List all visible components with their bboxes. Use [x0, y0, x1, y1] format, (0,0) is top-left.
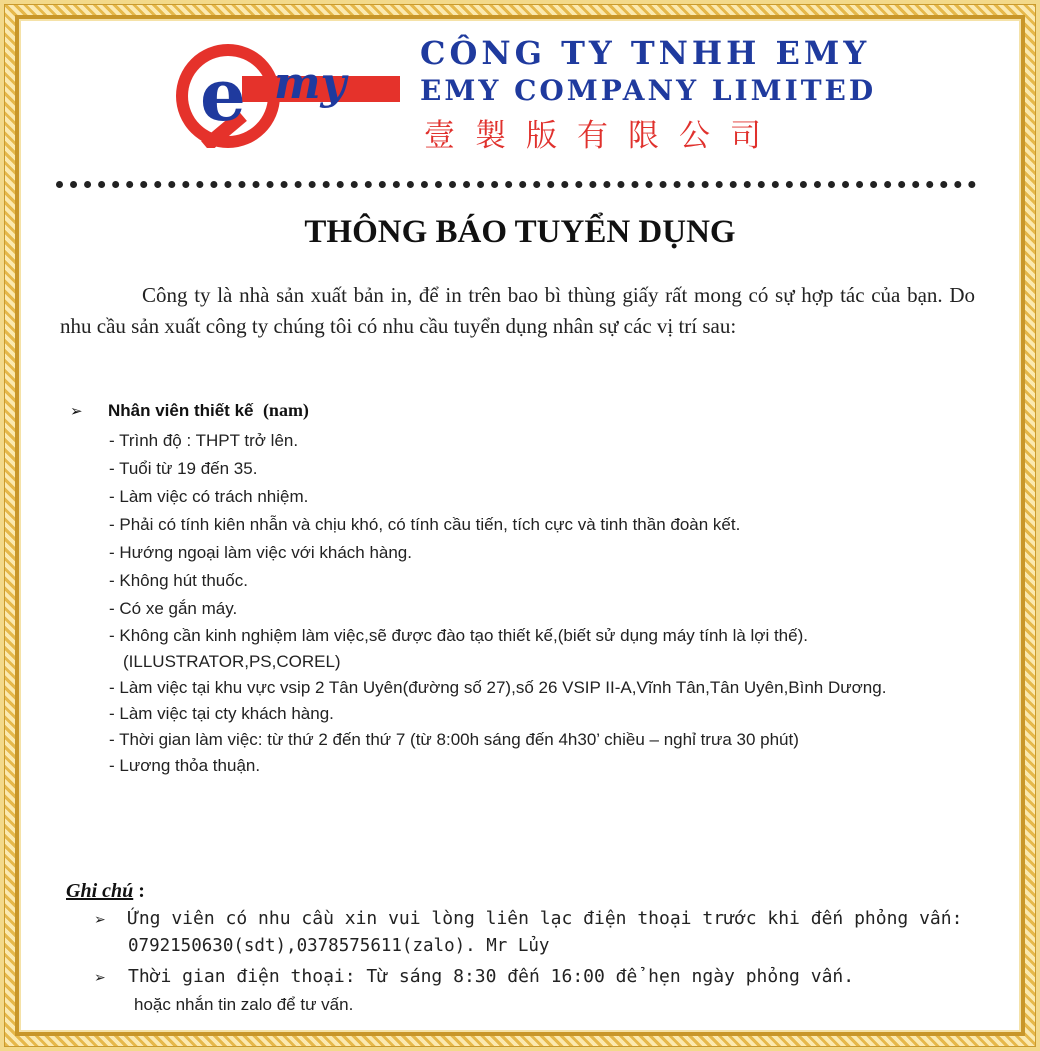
company-name-vn: CÔNG TY TNHH EMY	[420, 34, 871, 72]
requirement-item: - Không cần kinh nghiệm làm việc,sẽ được đào tạo thiết kế,(biết sử dụng máy tính là lợi thế).	[109, 626, 808, 645]
requirement-item: - Phải có tính kiên nhẫn và chịu khó, có tính cầu tiến, tích cực và tinh thần đoàn kết.	[109, 515, 741, 534]
logo-letters-my: my	[274, 58, 347, 109]
requirement-item: - Không hút thuốc.	[109, 571, 248, 590]
arrow-bullet-icon: ➢	[94, 912, 106, 928]
arrow-bullet-icon: ➢	[94, 970, 106, 986]
note-item-call-time	[94, 966, 854, 987]
company-name-cn: 壹製版有限公司	[424, 118, 781, 154]
requirement-item: - Thời gian làm việc: từ thứ 2 đến thứ 7 (từ 8:00h sáng đến 4h30’ chiều – nghỉ trưa 30 phút)	[109, 730, 799, 749]
requirement-item: - Lương thỏa thuận.	[109, 756, 261, 775]
notice-title: THÔNG BÁO TUYỂN DỤNG	[304, 214, 736, 250]
requirement-item: - Làm việc có trách nhiệm.	[109, 487, 309, 506]
notes-label	[66, 880, 145, 903]
emy-logo	[170, 38, 400, 148]
position-title: Nhân viên thiết kế	[108, 401, 254, 420]
note-phone-numbers: 0792150630(sdt),0378575611(zalo). Mr Lủy	[128, 936, 550, 956]
requirement-item: - Trình độ : THPT trở lên.	[109, 431, 299, 450]
requirements-list	[109, 427, 1009, 779]
requirement-item: - Có xe gắn máy.	[109, 599, 238, 618]
notes-label-text: Ghi chú	[66, 880, 134, 902]
position-heading	[70, 400, 309, 421]
note-zalo-text: hoặc nhắn tin zalo để tư vấn.	[134, 995, 354, 1014]
requirement-item: - Làm việc tại cty khách hàng.	[109, 704, 334, 723]
requirement-item: - Tuổi từ 19 đến 35.	[109, 459, 258, 478]
position-gender: (nam)	[262, 400, 309, 420]
requirement-item: - Làm việc tại khu vực vsip 2 Tân Uyên(đường số 27),số 26 VSIP II-A,Vĩnh Tân,Tân Uyên,Bình Dương.	[109, 678, 887, 697]
logo-letter-e: e	[200, 52, 246, 137]
arrow-bullet-icon: ➢	[70, 403, 83, 420]
note-item-contact	[94, 908, 962, 929]
requirement-item: - Hướng ngoại làm việc với khách hàng.	[109, 543, 412, 562]
company-name-en: EMY COMPANY LIMITED	[420, 74, 877, 107]
note-contact-text: Ứng viên có nhu cầu xin vui lòng liên lạc điện thoại trước khi đến phỏng vấn:	[128, 908, 963, 929]
intro-paragraph: Công ty là nhà sản xuất bản in, để in trên bao bì thùng giấy rất mong có sự hợp tác của bạn. Do nhu cầu sản xuất công ty chúng tôi có nhu cầu tuyển dụng nhân sự các vị trí sau:	[60, 283, 975, 338]
note-call-time-text: Thời gian điện thoại: Từ sáng 8:30 đến 16:00 để hẹn ngày phỏng vấn.	[128, 966, 855, 987]
dotted-divider	[56, 181, 976, 188]
requirement-item-continued: (ILLUSTRATOR,PS,COREL)	[123, 652, 341, 671]
notes-label-colon: :	[133, 880, 145, 902]
